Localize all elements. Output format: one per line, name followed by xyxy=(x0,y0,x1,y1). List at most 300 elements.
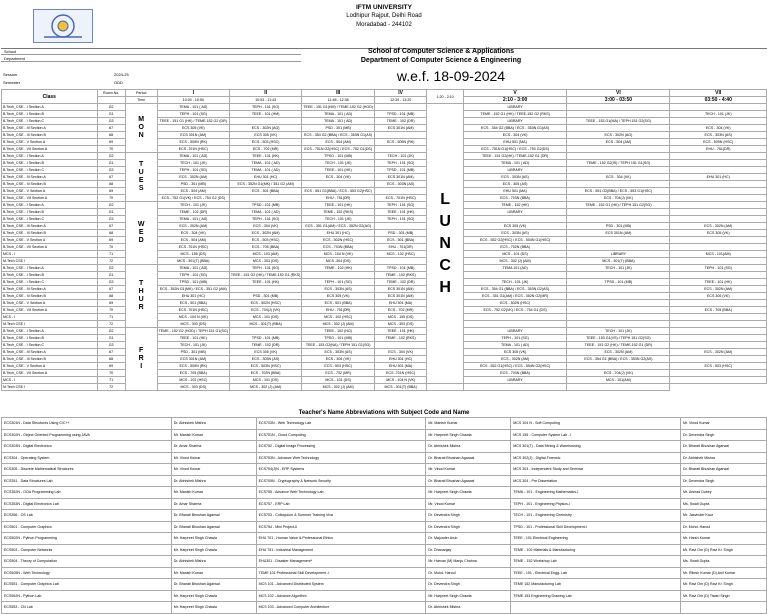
table-cell: B.Tech_CSE - I Section A xyxy=(2,104,98,111)
table-row xyxy=(2,181,767,188)
table-cell: B.Tech_CSE - III Section A xyxy=(2,174,98,181)
table-cell: EHU - 751(DR) xyxy=(302,307,375,314)
abbreviation-cell: MCS 104 N - Soft Computing xyxy=(511,418,681,430)
day-letter: N xyxy=(138,132,144,139)
table-cell: LIBRARY xyxy=(463,118,567,125)
lunch-letter: H xyxy=(439,278,451,296)
table-cell: TEMA - 101 ( AD) xyxy=(229,209,301,216)
abbreviation-row xyxy=(2,464,767,476)
abbreviation-cell: Dr. Bharati Bhushan Agarwal xyxy=(426,452,511,464)
abbreviation-row xyxy=(2,510,767,522)
col-p6: VI xyxy=(567,90,670,97)
table-cell xyxy=(375,223,427,230)
table-cell xyxy=(567,216,670,223)
table-cell: TEPH - 101 (SG) xyxy=(229,216,301,223)
table-cell: ECS - 705 (BBA) xyxy=(670,307,767,314)
table-cell: PSD - 301 (MB) xyxy=(157,349,229,356)
table-cell: ECS - 703N (BBA) xyxy=(302,244,375,251)
abbreviation-cell: Mr. Arshad Dubey xyxy=(681,487,767,499)
table-cell: MCS - 101 (DS) xyxy=(229,314,301,321)
abbreviation-cell: Dr. Majunder Arub xyxy=(426,533,511,545)
abbreviation-cell: Dr. Dhananjay xyxy=(426,544,511,556)
table-cell: ECS -701N (HSC) xyxy=(157,146,229,153)
table-cell: TEPH - 101 (SG) xyxy=(463,335,567,342)
table-cell: LIBRARY xyxy=(463,328,567,335)
table-cell: 72 xyxy=(97,258,125,265)
table-row xyxy=(2,384,767,391)
abbreviation-cell: EHU 751 - Industrial Management xyxy=(256,544,426,556)
table-cell: B.Tech_CSE - V Section A xyxy=(2,300,98,307)
table-cell: ECS - 552 G2(HSC) / ECS - 554N G1(HSC) xyxy=(463,237,567,244)
abbreviation-cell: Mr. Harpreet Singh Chawla xyxy=(171,590,256,602)
table-cell: ECS - 705 (BBA) xyxy=(229,244,301,251)
table-cell: PSD - 301 (MB) xyxy=(375,230,427,237)
table-cell: ECS - 354 G1 (BBA) / ECS - 353N G2(AS) xyxy=(463,286,567,293)
table-cell: G1 xyxy=(97,160,125,167)
table-cell: 68 xyxy=(97,356,125,363)
table-cell: ECS - 352N G1(MK) / ECS - 351 G2 (AM) xyxy=(157,286,229,293)
table-cell: ECS - 751N G2(HSC) / ECS - 752 G1(DS) xyxy=(302,146,375,153)
table-cell: ECS - 351 G1(AM) / ECS - 352N G2(MR) xyxy=(463,293,567,300)
abbreviation-cell: ECS503 - Computer Networks xyxy=(2,544,172,556)
table-cell: EHU - 701(DR) xyxy=(375,244,427,251)
table-cell: B.Tech_CSE - I Section A xyxy=(2,202,98,209)
table-cell: LIBRARY xyxy=(463,377,567,384)
abbreviation-row xyxy=(2,418,767,430)
abbreviation-cell: Mr. Ravi Om (D) Tiwari Singh xyxy=(681,590,767,602)
table-cell: TEEE - 153 G2(NA) / TEPH 151 G1(SG) xyxy=(302,342,375,349)
table-row xyxy=(2,230,767,237)
table-cell: MCS - 301(T) (BBA) xyxy=(375,384,427,391)
table-cell: G2 xyxy=(97,153,125,160)
abbreviation-cell: Mr. Vinod Kumar xyxy=(171,464,256,476)
table-cell: G3 xyxy=(97,167,125,174)
table-cell xyxy=(567,209,670,216)
day-letter: D xyxy=(138,237,144,244)
table-cell: ECS - 501 (BBA) xyxy=(229,188,301,195)
table-cell: TEEE - 101 (HK) xyxy=(229,279,301,286)
abbreviation-row xyxy=(2,567,767,579)
table-cell: ECS 301N (AM) xyxy=(375,174,427,181)
table-cell xyxy=(670,195,767,202)
table-cell: B.Tech_CSE - V Section A xyxy=(2,363,98,370)
table-cell: LIBRARY xyxy=(463,104,567,111)
table-cell: TEEE - 151 G1(HM) / TEME-152 G2 (HOD) xyxy=(303,105,373,109)
day-letter: M xyxy=(138,116,145,123)
table-row xyxy=(2,356,767,363)
col-p5: V xyxy=(463,90,567,97)
table-row xyxy=(2,167,767,174)
table-cell: MCS - 101(AM) xyxy=(567,377,670,384)
table-cell: 67 xyxy=(97,286,125,293)
table-cell: TEME - 152 G1 (HK) / TEPH 151 G2(SG) xyxy=(567,202,670,209)
table-cell: G1 xyxy=(97,272,125,279)
header xyxy=(1,1,767,49)
abbreviation-cell: EHU301 - Disaster Management* xyxy=(256,556,426,568)
abbreviation-cell: Dr. Mohd. Haroul xyxy=(681,521,767,533)
table-cell: ECS - 704(J) (VK) xyxy=(567,370,670,377)
table-cell: ECS - 303N (AS) xyxy=(463,230,567,237)
abbreviation-cell: ECS302N - Object Oriented Programming using JAVA xyxy=(2,429,172,441)
abbreviation-cell: MCS 155 - Computer System Lab - I xyxy=(511,429,681,441)
table-cell: TPSD - 101 (MB) xyxy=(375,111,427,118)
abbreviation-cell: Mr. Manish Kumar xyxy=(171,429,256,441)
table-cell xyxy=(567,272,670,279)
abbreviation-cell: TPSD - 101 - Professional Skill Development-I xyxy=(511,521,681,533)
table-cell: B.Tech_CSE - VII Section A xyxy=(2,195,98,202)
table-cell xyxy=(567,314,670,321)
abbreviation-cell: Dr. Bharati Bhushan Agarwal xyxy=(681,464,767,476)
day-label xyxy=(125,153,157,202)
col-period: Period xyxy=(125,90,157,97)
table-cell: TEEE - 101 (HK) xyxy=(375,209,427,216)
abbreviation-row xyxy=(2,533,767,545)
table-cell xyxy=(229,328,301,335)
table-cell: TEME - 152 (HK) xyxy=(463,202,567,209)
day-label xyxy=(125,265,157,328)
table-cell: ECS - 752 G2(VK) / ECS - 754 G1 (DS) xyxy=(463,307,567,314)
table-cell: B.Tech_CSE - I Section C xyxy=(2,167,98,174)
table-cell xyxy=(567,125,670,132)
table-cell: MCS - 301(T) (BBA) xyxy=(157,258,229,265)
table-cell: TEPH - 101 (SG) xyxy=(670,265,767,272)
table-cell: TECH - 101 (JK) xyxy=(157,342,229,349)
table-cell: TEPH - 101 (SG) xyxy=(229,104,301,111)
table-row xyxy=(2,146,767,153)
table-row xyxy=(2,195,767,202)
table-cell: TECH - 101 (JK) xyxy=(375,153,427,160)
table-cell: B.Tech_CSE - I Section B xyxy=(2,272,98,279)
table-cell: ECS 301N (AM) xyxy=(567,230,670,237)
table-row xyxy=(2,188,767,195)
abbreviation-cell: Mr. Manish Kumar xyxy=(426,418,511,430)
table-cell: ECS - 304 (VK) xyxy=(302,356,375,363)
table-cell xyxy=(229,118,301,125)
table-cell: ECS - 751N G1(HSC) / ECS - 753 G2(DS) xyxy=(463,146,567,153)
table-cell: ECS - 504 (AM) xyxy=(157,188,229,195)
abbreviation-cell: ECS552N - Python Lab xyxy=(2,590,172,602)
table-cell: MCS - 303 (DS) xyxy=(375,321,427,328)
table-cell: B.Tech_CSE - III Section A xyxy=(2,349,98,356)
table-cell: TEME - 102 (RKS) xyxy=(375,335,427,342)
abbreviation-cell: Dr. Devendra Singh xyxy=(681,475,767,487)
time-p5: 2:10 - 3:00 xyxy=(463,97,567,104)
address-line-1: Lodhipur Rajput, Delhi Road xyxy=(346,13,422,19)
table-cell xyxy=(670,342,767,349)
table-row xyxy=(2,370,767,377)
table-cell: ECS - 501 (BBA) xyxy=(157,300,229,307)
abbreviation-cell: Ms. Swati Gupta xyxy=(681,556,767,568)
col-class: Class xyxy=(2,90,98,104)
table-cell: MCS - 301(T) (BBA) xyxy=(567,258,670,265)
day-letter: O xyxy=(138,124,144,131)
table-row xyxy=(2,118,767,125)
table-cell: ECS - 303N (AS) xyxy=(229,356,301,363)
day-letter: F xyxy=(139,347,144,354)
abbreviation-cell: TEEE - 101 Electrical Engineering xyxy=(511,533,681,545)
table-cell xyxy=(670,118,767,125)
abbreviation-cell: Dr. Devendra Singh xyxy=(426,521,511,533)
table-cell: ECS - 302N (AG) xyxy=(567,132,670,139)
table-cell: MCS - 102 (HSC) xyxy=(157,377,229,384)
abbreviation-cell: ECS753N - Advance Web Technology xyxy=(256,452,426,464)
table-cell: TPSD - 101 (MB) xyxy=(375,265,427,272)
abbreviation-cell: Mr. Manish Kumar xyxy=(171,487,256,499)
table-cell: ECS - 502N (HSC) xyxy=(229,300,301,307)
table-cell xyxy=(463,216,567,223)
abbreviation-cell: Mr. Harsh Kumar xyxy=(681,533,767,545)
table-cell: ECS - 704(J) (VK) xyxy=(567,195,670,202)
table-cell: ECS - 704(J) (VK) xyxy=(229,307,301,314)
table-cell: 69 xyxy=(97,139,125,146)
table-cell xyxy=(670,202,767,209)
table-cell: B.Tech_CSE - I Section A xyxy=(2,153,98,160)
table-cell: TPSO - 101 (MB) xyxy=(302,153,375,160)
abbreviation-row xyxy=(2,544,767,556)
table-row xyxy=(2,272,767,279)
table-cell: TEME - 102 (DR) xyxy=(157,209,229,216)
table-cell: TEPH - 101 (SG) xyxy=(157,167,229,174)
table-cell: MCS - 302 (J) (AM) xyxy=(229,384,301,391)
table-cell: G3 xyxy=(97,279,125,286)
table-cell: ECS - 304 (VK) xyxy=(567,174,670,181)
table-cell: B.Tech_CSE - III Section A xyxy=(2,286,98,293)
table-row xyxy=(2,125,767,132)
table-cell: MCS - 102 (HSC) xyxy=(302,314,375,321)
abbreviation-cell: Dr. Bharati Bhushan Agarwal xyxy=(171,579,256,591)
table-cell xyxy=(567,244,670,251)
table-cell: TPSD - 101 (MB) xyxy=(567,279,670,286)
table-cell: LIBRARY xyxy=(463,209,567,216)
table-cell: 67 xyxy=(97,125,125,132)
table-row xyxy=(2,237,767,244)
table-cell: MCS - I xyxy=(2,251,98,258)
table-cell: ECS 301N (AM) xyxy=(157,132,229,139)
table-cell: G3 xyxy=(97,342,125,349)
table-cell: TEEE - 151 G2(HK) / TEME-152 G1 (DR) xyxy=(463,153,567,160)
table-cell: ECS - 552 G1(HSC) / ECS - 554N G2(HSC) xyxy=(463,363,567,370)
table-cell: ECS - 305 (AS) xyxy=(463,181,567,188)
table-cell: ECS - 304 (VK) xyxy=(302,174,375,181)
table-cell: EHU - 751(DR) xyxy=(302,195,375,202)
abbreviation-cell: ECS704(J)N - ERP Systems xyxy=(256,464,426,476)
abbreviation-cell: MCS 303 - Independent Study and Seminar xyxy=(511,464,681,476)
table-cell: G1 xyxy=(97,111,125,118)
table-cell: 68 xyxy=(97,181,125,188)
table-row xyxy=(2,132,767,139)
table-row xyxy=(2,265,767,272)
day-letter: R xyxy=(138,304,144,311)
table-cell xyxy=(375,258,427,265)
table-cell: ECS - 701N (HSC) xyxy=(375,195,427,202)
table-cell: ECS - 703N (BBA) xyxy=(463,195,567,202)
abbreviations-table xyxy=(1,417,767,614)
table-row xyxy=(2,202,767,209)
abbreviation-row xyxy=(2,556,767,568)
table-cell: ECS - 302N (AM) xyxy=(229,230,301,237)
table-cell xyxy=(567,111,670,118)
table-cell: 71 xyxy=(97,251,125,258)
abbreviation-cell: ECS553 - CN Lab xyxy=(2,602,172,614)
table-cell: G2 xyxy=(97,328,125,335)
table-cell: TEME - 152 G2 (HOD) / TEPH 151 G1(SG) xyxy=(158,329,228,333)
table-cell: 69 xyxy=(97,237,125,244)
abbreviation-cell: Mr. Harpreet Singh Chawla xyxy=(171,533,256,545)
table-cell: TEME - 102 (RKS) xyxy=(375,272,427,279)
table-row xyxy=(2,314,767,321)
time-p1: 10:00 - 10:50 xyxy=(157,97,229,104)
table-row xyxy=(2,251,767,258)
table-cell: ECS - 352N G1(MK) / 351 G2 (AM) xyxy=(229,181,301,188)
day-label xyxy=(125,328,157,391)
table-cell: ECS 305 (VK) xyxy=(670,293,767,300)
abbreviation-cell: Dr. Bharati Bhushan Agarwal xyxy=(171,521,256,533)
abbreviation-cell: Dr. Amar Sharma xyxy=(171,441,256,453)
table-row xyxy=(2,286,767,293)
timetable-page xyxy=(1,1,767,610)
table-cell: B.Tech_CSE - I Section B xyxy=(2,209,98,216)
col-p2: II xyxy=(229,90,301,97)
university-name: IFTM UNIVERSITY xyxy=(356,4,412,11)
table-cell: 71 xyxy=(97,377,125,384)
abbreviation-cell: Dr. Abhishek Mishra xyxy=(171,418,256,430)
table-cell: G1 xyxy=(97,335,125,342)
table-cell: TEMA - 101 ( AD) xyxy=(157,104,229,111)
table-cell: ECS - 705 (BBA) xyxy=(157,370,229,377)
table-cell: G2 xyxy=(97,265,125,272)
table-cell: B.Tech_CSE - V Section A xyxy=(2,188,98,195)
day-letter: I xyxy=(140,363,143,370)
lunch-break xyxy=(427,104,464,384)
table-cell: TEME - 102 (DR) xyxy=(375,118,427,125)
abbreviation-cell: MCS 301(T) - Data Mining & Warehousing xyxy=(511,441,681,453)
abbreviation-row xyxy=(2,521,767,533)
table-row xyxy=(2,328,767,335)
table-cell: 72 xyxy=(97,384,125,391)
table-row xyxy=(2,293,767,300)
abbreviation-cell: TEME 152 Manufacturing Lab xyxy=(511,579,681,591)
table-cell: MCS - 104 N (VK) xyxy=(302,251,375,258)
table-cell xyxy=(670,258,767,265)
table-cell: TEMA - 101 ( AD) xyxy=(229,167,301,174)
abbreviation-cell: MCS 102 - Advance Algorithm xyxy=(256,590,426,602)
table-cell: G1 xyxy=(97,209,125,216)
table-cell: TPSD - 101 (MB) xyxy=(229,335,301,342)
day-letter: E xyxy=(138,229,144,236)
session-label: Session xyxy=(3,72,18,77)
table-cell: TEPH - 101 (SG) xyxy=(375,216,427,223)
table-cell: MCS - I xyxy=(2,314,98,321)
abbreviation-cell xyxy=(681,602,767,614)
day-letter: R xyxy=(138,355,144,362)
lunch-letter: U xyxy=(439,212,451,230)
table-cell: ECS - 505N (RK) xyxy=(375,139,427,146)
abbreviation-cell: Mr. Harpreet Singh Chawla xyxy=(426,429,511,441)
table-row xyxy=(2,153,767,160)
table-cell: ECS 301N (AM) xyxy=(375,293,427,300)
table-cell: ECS - 302N (AM) xyxy=(670,286,767,293)
table-cell xyxy=(670,216,767,223)
abbreviation-cell: ECS751N - Cloud Computing xyxy=(256,429,426,441)
table-cell: ECS - 505N (RK) xyxy=(157,139,229,146)
table-cell: EHU 501 (MA) xyxy=(375,363,427,370)
table-cell: TEMA - 101 ( AD) xyxy=(463,342,567,349)
abbreviation-cell: ECS501 - Computer Graphics xyxy=(2,521,172,533)
abbreviation-cell: ECS757 - ERP Lab xyxy=(256,498,426,510)
table-cell: MCS - 104 N (VK) xyxy=(375,377,427,384)
table-cell xyxy=(463,314,567,321)
abbreviation-cell: Mr. Vinod Kumar xyxy=(171,452,256,464)
abbreviation-row xyxy=(2,441,767,453)
day-letter: W xyxy=(137,221,145,228)
table-cell xyxy=(567,104,670,111)
table-cell: TECH - 101 (JK) xyxy=(302,216,375,223)
table-cell: B.Tech_CSE - III Section B xyxy=(2,132,98,139)
abbreviation-row xyxy=(2,590,767,602)
table-cell: EHU 301 (HC) xyxy=(375,356,427,363)
abbreviation-cell: Dr. Abhishek Mishra xyxy=(426,602,511,614)
table-cell: TEMA - 101 ( AD) xyxy=(157,153,229,160)
table-cell: TEMA - 101 ( AD) xyxy=(463,160,567,167)
table-cell: B.Tech_CSE - I Section C xyxy=(2,342,98,349)
abbreviation-cell: Dr. Bharati Bhushan Agarwal xyxy=(426,475,511,487)
table-cell: ECS - 351 G1(AM) / ECS - 352N G2(AG) xyxy=(302,223,375,230)
table-cell: B.Tech_CSE - VII Section A xyxy=(2,370,98,377)
table-cell: TEEE - 101 (HK) xyxy=(157,335,229,342)
table-cell: TECH - 101 (JK) xyxy=(302,160,375,167)
table-cell: B.Tech_CSE - I Section B xyxy=(2,111,98,118)
table-cell: EHU 501 (MA) xyxy=(463,188,567,195)
table-cell: EHU 501 (MA) xyxy=(375,300,427,307)
table-cell: B.Tech_CSE - I Section B xyxy=(2,160,98,167)
abbreviation-cell: Dr. Abhishek Mishra xyxy=(171,556,256,568)
table-cell: ECS - 304 (VK) xyxy=(463,132,567,139)
table-cell: ECS - 304 (VK) xyxy=(157,230,229,237)
col-p4: IV xyxy=(375,90,427,97)
lunch-letter: N xyxy=(439,234,451,252)
table-cell: B.Tech_CSE - VII Section A xyxy=(2,244,98,251)
table-cell: MCS - 155 (DS) xyxy=(375,314,427,321)
table-cell: ECS - 303N (AS) xyxy=(375,181,427,188)
table-cell: ECS - 302N (AM) xyxy=(157,174,229,181)
day-label xyxy=(125,202,157,265)
table-cell: ECS - 504 (AM) xyxy=(567,139,670,146)
table-cell: B.Tech_CSE - III Section B xyxy=(2,181,98,188)
table-cell: MCS - 302 (J) (AM) xyxy=(463,258,567,265)
table-cell: M.Tech CSE I xyxy=(2,258,98,265)
table-cell xyxy=(670,167,767,174)
table-cell: TEPH - 101 (SG) xyxy=(157,111,229,118)
table-row xyxy=(2,216,767,223)
table-row xyxy=(2,223,767,230)
table-cell: LIBRARY xyxy=(567,251,670,258)
department-label: Department xyxy=(1,55,301,62)
table-cell: MCS - 101 (DS) xyxy=(463,251,567,258)
abbreviation-cell: Mr. Manish Kumar xyxy=(171,567,256,579)
lunch-letter: C xyxy=(439,256,451,274)
table-cell: ECS - 503 (HSC) xyxy=(302,363,375,370)
table-cell: PSD - 301 (MB) xyxy=(302,125,375,132)
table-row xyxy=(2,342,767,349)
table-cell: MCS - 104 N (VK) xyxy=(157,314,229,321)
table-cell: EHU 501 (MA) xyxy=(463,139,567,146)
abbreviation-cell: ECS351 - Data Structures Lab xyxy=(2,475,172,487)
abbreviation-row xyxy=(2,475,767,487)
table-cell: B.Tech_CSE - III Section B xyxy=(2,356,98,363)
table-cell: ECS - 304 (VK) xyxy=(375,349,427,356)
table-cell xyxy=(427,384,464,391)
table-row xyxy=(2,258,767,265)
